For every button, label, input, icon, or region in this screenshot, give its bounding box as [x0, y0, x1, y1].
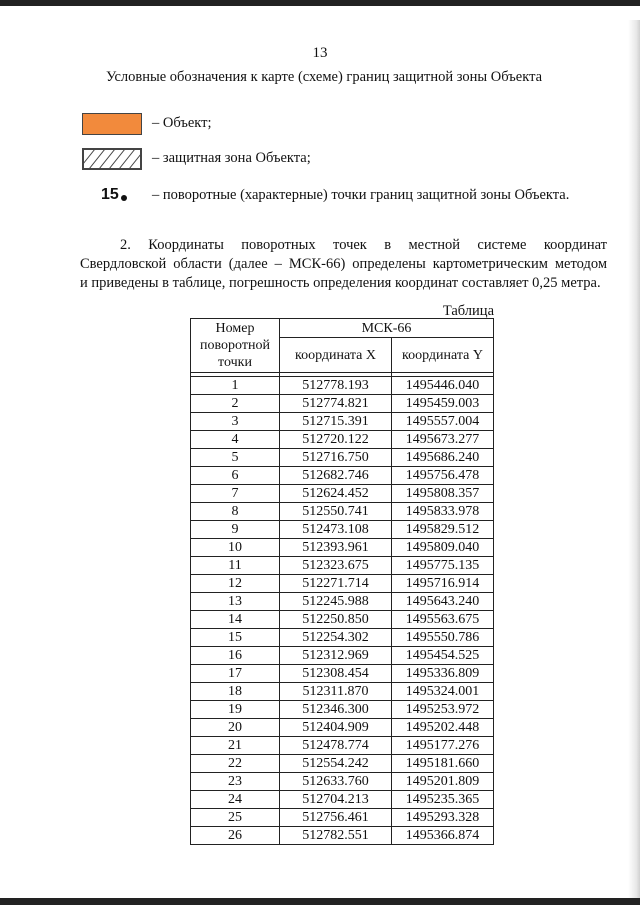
legend-zone-text: – защитная зона Объекта; [152, 150, 311, 166]
x-coordinate-cell: 512323.675 [280, 557, 392, 575]
table-row [191, 395, 494, 413]
point-number-cell: 14 [191, 611, 280, 629]
legend-object [82, 112, 142, 136]
point-number-cell: 10 [191, 539, 280, 557]
coordinates-table [190, 318, 494, 845]
point-number-cell: 26 [191, 827, 280, 845]
y-coordinate-cell: 1495181.660 [392, 755, 494, 773]
scan-top-border [0, 0, 640, 6]
point-number-cell: 4 [191, 431, 280, 449]
x-coordinate-cell: 512778.193 [280, 377, 392, 395]
x-coordinate-cell: 512393.961 [280, 539, 392, 557]
point-marker [101, 186, 127, 204]
x-coordinate-cell: 512250.850 [280, 611, 392, 629]
scan-page-edge [628, 20, 640, 900]
x-coordinate-cell: 512404.909 [280, 719, 392, 737]
y-coordinate-cell: 1495550.786 [392, 629, 494, 647]
point-number-cell: 19 [191, 701, 280, 719]
paragraph-line: 2. Координаты поворотных точек в местной системе координат [120, 237, 607, 253]
x-coordinate-cell: 512774.821 [280, 395, 392, 413]
object-swatch-icon [82, 113, 142, 135]
point-number-cell: 13 [191, 593, 280, 611]
y-coordinate-cell: 1495459.003 [392, 395, 494, 413]
x-coordinate-cell: 512254.302 [280, 629, 392, 647]
x-coordinate-cell: 512633.760 [280, 773, 392, 791]
x-coordinate-cell: 512311.870 [280, 683, 392, 701]
table-row [191, 791, 494, 809]
point-number-cell: 17 [191, 665, 280, 683]
table-row [191, 467, 494, 485]
table-row [191, 809, 494, 827]
table-row [191, 719, 494, 737]
table-row [191, 503, 494, 521]
point-number-cell: 20 [191, 719, 280, 737]
table-row [191, 701, 494, 719]
x-coordinate-cell: 512554.242 [280, 755, 392, 773]
table-row [191, 755, 494, 773]
table-row [191, 647, 494, 665]
y-coordinate-cell: 1495557.004 [392, 413, 494, 431]
point-number-cell: 8 [191, 503, 280, 521]
legend-heading: Условные обозначения к карте (схеме) границ защитной зоны Объекта [105, 69, 543, 85]
point-number-cell: 7 [191, 485, 280, 503]
table-row [191, 683, 494, 701]
point-number-cell: 6 [191, 467, 280, 485]
table-row [191, 575, 494, 593]
x-coordinate-cell: 512715.391 [280, 413, 392, 431]
point-number-cell: 16 [191, 647, 280, 665]
point-number-cell: 2 [191, 395, 280, 413]
table-row [191, 557, 494, 575]
table-row [191, 827, 494, 845]
table-row [191, 431, 494, 449]
point-number-cell: 3 [191, 413, 280, 431]
y-coordinate-cell: 1495833.978 [392, 503, 494, 521]
y-coordinate-cell: 1495563.675 [392, 611, 494, 629]
x-coordinate-cell: 512478.774 [280, 737, 392, 755]
page-number: 13 [312, 45, 328, 61]
x-coordinate-cell: 512716.750 [280, 449, 392, 467]
point-number-header: Номер поворотной точки [191, 319, 280, 373]
point-number-cell: 11 [191, 557, 280, 575]
y-coordinate-cell: 1495756.478 [392, 467, 494, 485]
point-marker-label: 15 [101, 186, 119, 203]
table-row [191, 377, 494, 395]
y-coordinate-cell: 1495775.135 [392, 557, 494, 575]
x-coordinate-cell: 512782.551 [280, 827, 392, 845]
y-coordinate-cell: 1495253.972 [392, 701, 494, 719]
y-coordinate-cell: 1495336.809 [392, 665, 494, 683]
table-row [191, 737, 494, 755]
y-coordinate-cell: 1495324.001 [392, 683, 494, 701]
table-row [191, 521, 494, 539]
point-dot-icon [121, 195, 127, 201]
x-coordinate-cell: 512550.741 [280, 503, 392, 521]
y-coordinate-cell: 1495446.040 [392, 377, 494, 395]
legend-zone [82, 147, 142, 171]
x-coordinate-cell: 512720.122 [280, 431, 392, 449]
scan-bottom-border [0, 898, 640, 905]
legend-object-text: – Объект; [152, 115, 212, 131]
paragraph-line: Свердловской области (далее – МСК-66) определены картометрическим методом [80, 256, 607, 272]
y-coordinate-cell: 1495808.357 [392, 485, 494, 503]
x-column-header: координата X [280, 338, 392, 373]
x-coordinate-cell: 512308.454 [280, 665, 392, 683]
x-coordinate-cell: 512756.461 [280, 809, 392, 827]
legend-points-text: – поворотные (характерные) точки границ защитной зоны Объекта. [152, 187, 570, 203]
coordinates-paragraph [80, 236, 607, 293]
point-number-cell: 5 [191, 449, 280, 467]
hatched-swatch-icon [82, 148, 142, 170]
point-number-cell: 23 [191, 773, 280, 791]
paragraph-line: и приведены в таблице, погрешность определения координат составляет 0,25 метра. [80, 275, 601, 291]
table-row [191, 611, 494, 629]
point-number-cell: 25 [191, 809, 280, 827]
x-coordinate-cell: 512346.300 [280, 701, 392, 719]
y-coordinate-cell: 1495201.809 [392, 773, 494, 791]
x-coordinate-cell: 512704.213 [280, 791, 392, 809]
y-column-header: координата Y [392, 338, 494, 373]
table-row [191, 593, 494, 611]
y-coordinate-cell: 1495177.276 [392, 737, 494, 755]
x-coordinate-cell: 512271.714 [280, 575, 392, 593]
y-coordinate-cell: 1495293.328 [392, 809, 494, 827]
point-number-cell: 22 [191, 755, 280, 773]
x-coordinate-cell: 512682.746 [280, 467, 392, 485]
table-row [191, 413, 494, 431]
point-number-cell: 15 [191, 629, 280, 647]
x-coordinate-cell: 512312.969 [280, 647, 392, 665]
table-row [191, 539, 494, 557]
x-coordinate-cell: 512473.108 [280, 521, 392, 539]
table-row [191, 665, 494, 683]
point-number-cell: 1 [191, 377, 280, 395]
y-coordinate-cell: 1495366.874 [392, 827, 494, 845]
y-coordinate-cell: 1495673.277 [392, 431, 494, 449]
table-row [191, 629, 494, 647]
point-number-cell: 18 [191, 683, 280, 701]
x-coordinate-cell: 512245.988 [280, 593, 392, 611]
point-number-cell: 9 [191, 521, 280, 539]
y-coordinate-cell: 1495716.914 [392, 575, 494, 593]
y-coordinate-cell: 1495829.512 [392, 521, 494, 539]
table-caption: Таблица [442, 303, 494, 319]
y-coordinate-cell: 1495235.365 [392, 791, 494, 809]
x-coordinate-cell: 512624.452 [280, 485, 392, 503]
y-coordinate-cell: 1495643.240 [392, 593, 494, 611]
table-row [191, 773, 494, 791]
point-number-cell: 24 [191, 791, 280, 809]
point-number-cell: 21 [191, 737, 280, 755]
point-number-cell: 12 [191, 575, 280, 593]
y-coordinate-cell: 1495686.240 [392, 449, 494, 467]
coordinate-system-header: МСК-66 [280, 319, 494, 338]
table-row [191, 485, 494, 503]
y-coordinate-cell: 1495202.448 [392, 719, 494, 737]
table-row [191, 449, 494, 467]
y-coordinate-cell: 1495454.525 [392, 647, 494, 665]
y-coordinate-cell: 1495809.040 [392, 539, 494, 557]
